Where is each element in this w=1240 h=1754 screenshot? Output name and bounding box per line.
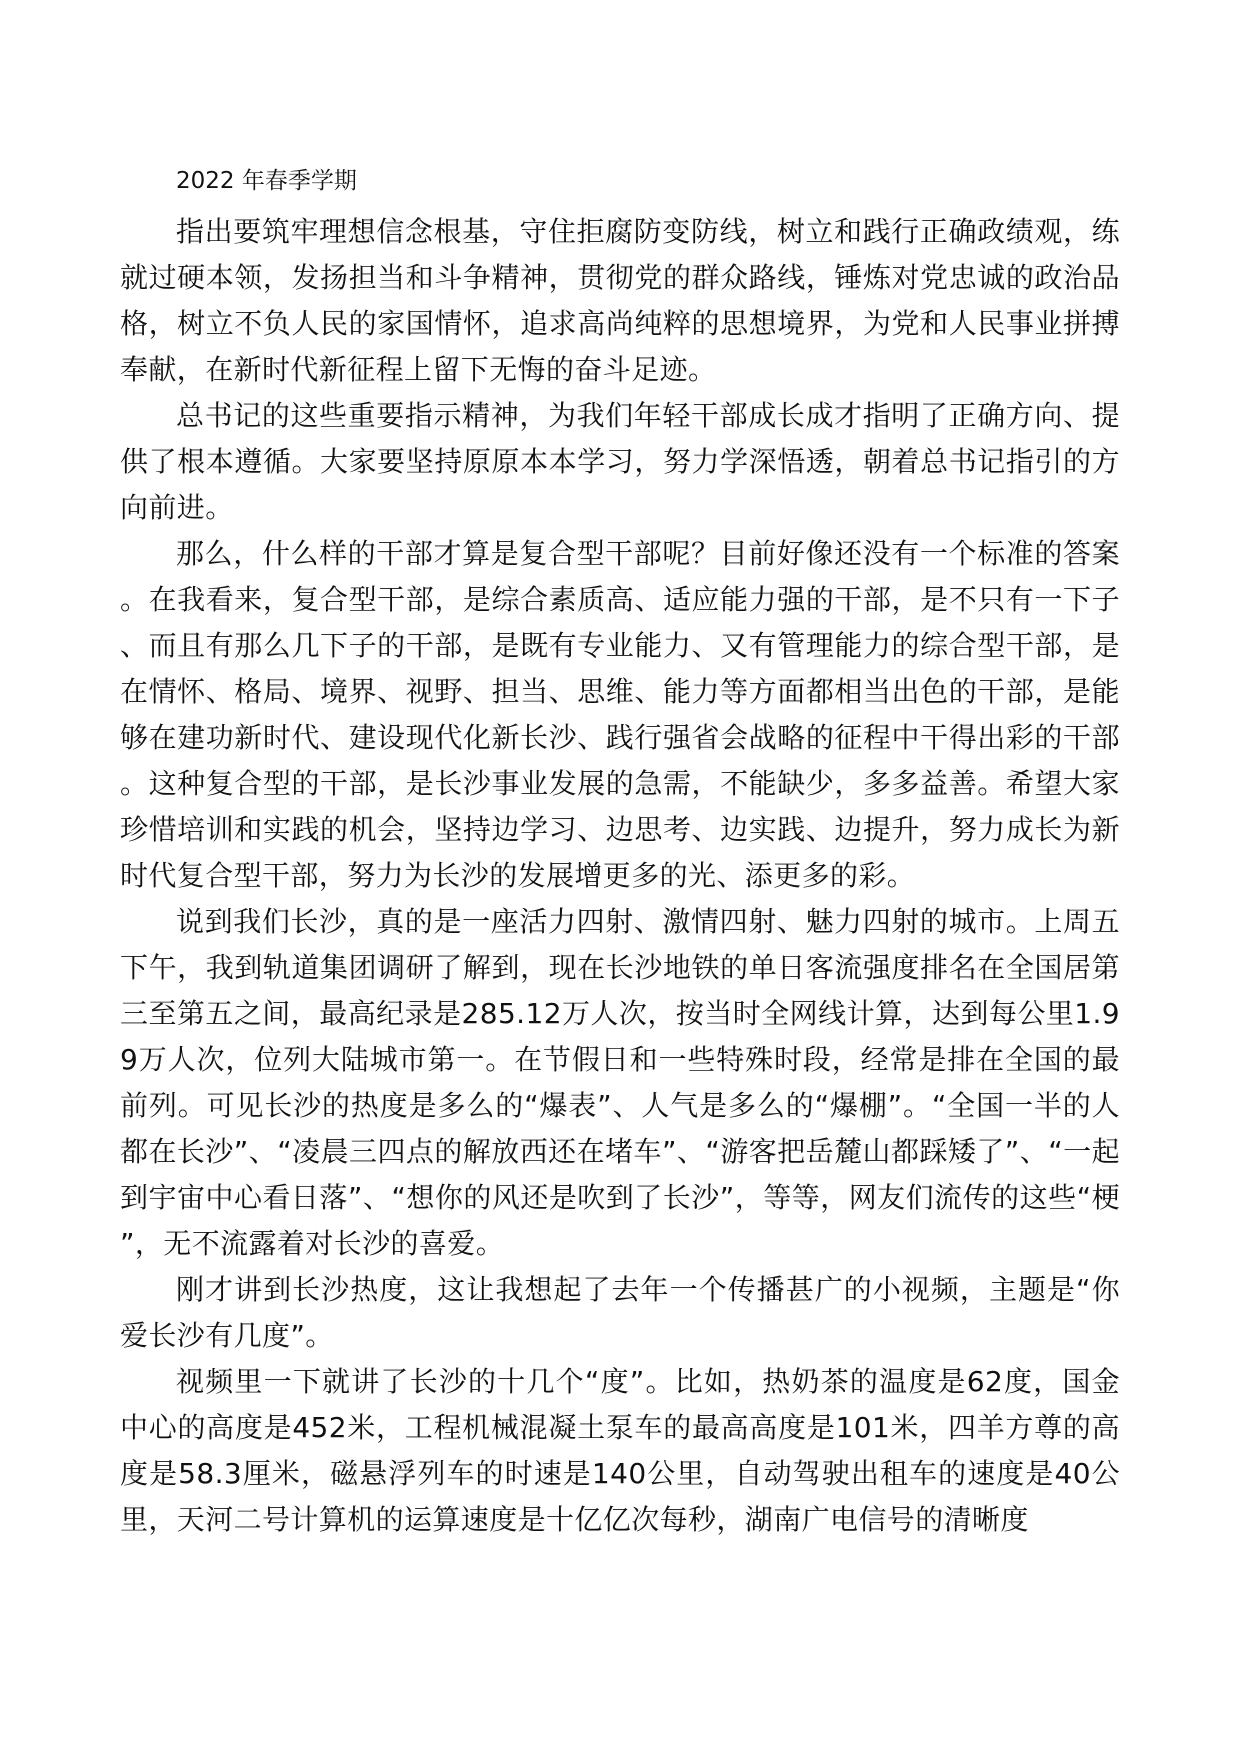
paragraph-1: 指出要筑牢理想信念根基，守住拒腐防变防线，树立和践行正确政绩观，练就过硬本领，发扬担当和斗争精神，贯彻党的群众路线，锤炼对党忠诚的政治品格，树立不负人民的家国情怀，追求高尚纯粹的思想境界，为党和人民事业拼搏奉献，在新时代新征程上留下无悔的奋斗足迹。 xyxy=(120,215,1120,386)
paragraph-3: 那么，什么样的干部才算是复合型干部呢？目前好像还没有一个标准的答案。在我看来，复合型干部，是综合素质高、适应能力强的干部，是不只有一下子、而且有那么几下子的干部，是既有专业能力、又有管理能力的综合型干部，是在情怀、格局、境界、视野、担当、思维、能力等方面都相当出色的干部，是能够在建功新时代、建设现代化新长沙、践行强省会战略的征程中干得出彩的干部。这种复合型的干部，是长沙事业发展的急需，不能缺少，多多益善。希望大家珍惜培训和实践的机会，坚持边学习、边思考、边实践、边提升，努力成长为新时代复合型干部，努力为长沙的发展增更多的光、添更多的彩。 xyxy=(120,537,1120,892)
paragraph-5: 刚才讲到长沙热度，这让我想起了去年一个传播甚广的小视频，主题是“你爱长沙有几度”。 xyxy=(120,1273,1120,1352)
paragraph-6: 视频里一下就讲了长沙的十几个“度”。比如，热奶茶的温度是62度，国金中心的高度是452米，工程机械混凝土泵车的最高高度是101米，四羊方尊的高度是58.3厘米，磁悬浮列车的时速是140公里，自动驾驶出租车的速度是40公里，天河二号计算机的运算速度是十亿亿次每秒，湖南广电信号的清晰度 xyxy=(120,1365,1120,1536)
dateline: 2022 年春季学期 xyxy=(176,168,357,194)
paragraph-4: 说到我们长沙，真的是一座活力四射、激情四射、魅力四射的城市。上周五下午，我到轨道集团调研了解到，现在长沙地铁的单日客流强度排名在全国居第三至第五之间，最高纪录是285.12万人次，按当时全网线计算，达到每公里1.99万人次，位列大陆城市第一。在节假日和一些特殊时段，经常是排在全国的最前列。可见长沙的热度是多么的“爆表”、人气是多么的“爆棚”。“全国一半的人都在长沙”、“凌晨三四点的解放西还在堵车”、“游客把岳麓山都踩矮了”、“一起到宇宙中心看日落”、“想你的风还是吹到了长沙”，等等，网友们流传的这些“梗”，无不流露着对长沙的喜爱。 xyxy=(120,905,1120,1260)
paragraph-2: 总书记的这些重要指示精神，为我们年轻干部成长成才指明了正确方向、提供了根本遵循。大家要坚持原原本本学习，努力学深悟透，朝着总书记指引的方向前进。 xyxy=(120,399,1120,524)
